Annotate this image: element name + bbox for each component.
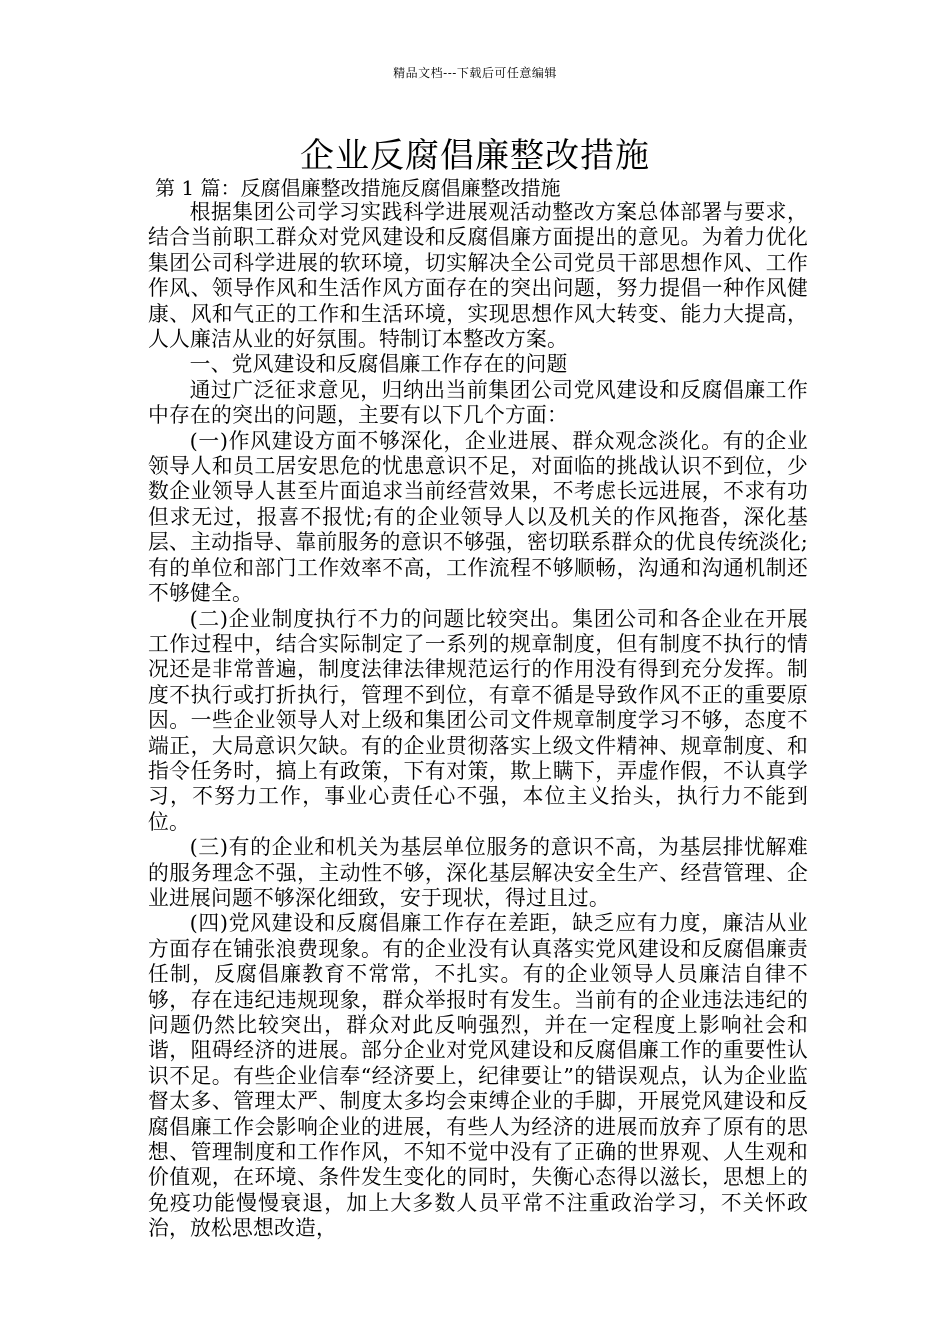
header-note: 精品文档---下载后可任意编辑 — [393, 66, 557, 80]
paragraph-point-4: (四)党风建设和反腐倡廉工作存在差距，缺乏应有力度，廉洁从业方面存在铺张浪费现象。有的企业没有认真落实党风建设和反腐倡廉责任制，反腐倡廉教育不常常，不扎实。有的企业领导人员廉洁自律不够，存在违纪违规现象，群众举报时有发生。当前有的企业违法违纪的问题仍然比较突出，群众对此反响强烈，并在一定程度上影响社会和谐，阻碍经济的进展。部分企业对党风建设和反腐倡廉工作的重要性认识不足。有些企业信奉“经济要上，纪律要让”的错误观点，认为企业监督太多、管理太严、制度太多均会束缚企业的手脚，开展党风建设和反腐倡廉工作会影响企业的进展，有些人为经济的进展而放弃了原有的思想、管理制度和工作作风，不知不觉中没有了正确的世界观、人生观和价值观，在环境、条件发生变化的同时，失衡心态得以滋长，思想上的免疫功能慢慢衰退，加上大多数人员平常不注重政治学习，不关怀政治，放松思想改造， — [148, 911, 808, 1241]
document-title: 企业反腐倡廉整改措施 — [300, 136, 650, 176]
document-body — [148, 200, 808, 1242]
paragraph-intro: 根据集团公司学习实践科学进展观活动整改方案总体部署与要求，结合当前职工群众对党风建设和反腐倡廉方面提出的意见。为着力优化集团公司科学进展的软环境，切实解决全公司党员干部思想作风、工作作风、领导作风和生活作风方面存在的突出问题，努力提倡一种作风健康、风和气正的工作和生活环境，实现思想作风大转变、能力大提高，人人廉洁从业的好氛围。特制订本整改方案。 — [148, 200, 808, 352]
section-title: 第 1 篇：反腐倡廉整改措施反腐倡廉整改措施 — [155, 176, 561, 200]
paragraph-point-1: (一)作风建设方面不够深化，企业进展、群众观念淡化。有的企业领导人和员工居安思危的忧患意识不足，对面临的挑战认识不到位，少数企业领导人甚至片面追求当前经营效果，不考虑长远进展，不求有功但求无过，报喜不报忧;有的企业领导人以及机关的作风拖沓，深化基层、主动指导、靠前服务的意识不够强，密切联系群众的优良传统淡化;有的单位和部门工作效率不高，工作流程不够顺畅，沟通和沟通机制还不够健全。 — [148, 428, 808, 606]
paragraph-heading-problems: 一、党风建设和反腐倡廉工作存在的问题 — [189, 352, 568, 377]
paragraph-summary: 通过广泛征求意见，归纳出当前集团公司党风建设和反腐倡廉工作中存在的突出的问题，主要有以下几个方面： — [148, 377, 808, 428]
paragraph-point-3: (三)有的企业和机关为基层单位服务的意识不高，为基层排忧解难的服务理念不强，主动性不够，深化基层解决安全生产、经营管理、企业进展问题不够深化细致，安于现状，得过且过。 — [148, 835, 808, 910]
paragraph-point-2: (二)企业制度执行不力的问题比较突出。集团公司和各企业在开展工作过程中，结合实际制定了一系列的规章制度，但有制度不执行的情况还是非常普遍，制度法律法律规范运行的作用没有得到充分发挥。制度不执行或打折执行，管理不到位，有章不循是导致作风不正的重要原因。一些企业领导人对上级和集团公司文件规章制度学习不够，态度不端正，大局意识欠缺。有的企业贯彻落实上级文件精神、规章制度、和指令任务时，搞上有政策，下有对策，欺上瞒下，弄虚作假，不认真学习，不努力工作，事业心责任心不强，本位主义抬头，执行力不能到位。 — [148, 606, 808, 834]
